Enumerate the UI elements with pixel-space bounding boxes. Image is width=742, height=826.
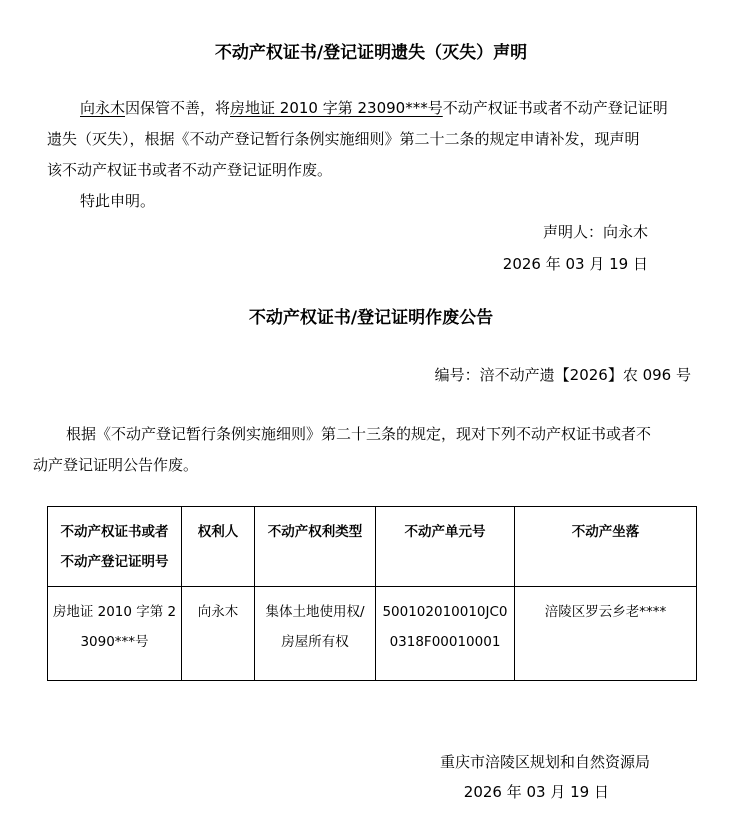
header-right-type: 不动产权利类型 <box>255 507 376 587</box>
cell-holder: 向永木 <box>182 587 255 681</box>
declaration-line-1 <box>80 92 668 124</box>
notice-line-2: 动产登记证明公告作废。 <box>33 456 199 474</box>
declaration-line-3: 该不动产权证书或者不动产登记证明作废。 <box>47 161 333 179</box>
notice-number: 编号：涪不动产遗【2026】农 096 号 <box>434 366 691 384</box>
declaration-special: 特此申明。 <box>80 192 156 210</box>
header-cert-number <box>48 507 182 587</box>
cell-location: 涪陵区罗云乡老**** <box>515 587 697 681</box>
notice-line-1: 根据《不动产登记暂行条例实施细则》第二十三条的规定，现对下列不动产权证书或者不 <box>66 425 652 443</box>
declaration-date: 2026 年 03 月 19 日 <box>502 255 648 273</box>
cell-right-type <box>255 587 376 681</box>
notice-title: 不动产权证书/登记证明作废公告 <box>248 308 494 328</box>
cell-right-type-line-2: 房屋所有权 <box>281 634 349 651</box>
certificate-number: 房地证 2010 字第 23090***号 <box>230 99 443 117</box>
header-cert-line-1: 不动产权证书或者 <box>60 524 169 540</box>
header-cert-line-2: 不动产登记证明号 <box>60 554 169 570</box>
cell-cert-number <box>48 587 182 681</box>
footer-date: 2026 年 03 月 19 日 <box>463 783 609 801</box>
declaration-line-2: 遗失（灭失），根据《不动产登记暂行条例实施细则》第二十二条的规定申请补发，现声明 <box>47 130 640 148</box>
header-unit-number: 不动产单元号 <box>376 507 515 587</box>
header-holder: 权利人 <box>182 507 255 587</box>
declaration-text-b: 不动产权证书或者不动产登记证明 <box>442 99 668 117</box>
issuing-authority: 重庆市涪陵区规划和自然资源局 <box>439 753 650 771</box>
cell-unit-line-2: 0318F00010001 <box>389 634 501 651</box>
voided-certificate-table <box>47 506 697 681</box>
cell-unit-number <box>376 587 515 681</box>
cell-cert-line-1: 房地证 2010 字第 2 <box>52 604 177 621</box>
declaration-title: 不动产权证书/登记证明遗失（灭失）声明 <box>214 43 528 63</box>
declarant-signature: 声明人：向永木 <box>542 223 648 241</box>
declaration-text-a: 因保管不善，将 <box>125 99 231 117</box>
cell-cert-line-2: 3090***号 <box>80 634 149 651</box>
declarant-name: 向永木 <box>80 99 126 117</box>
cell-unit-line-1: 500102010010JC0 <box>382 604 508 621</box>
header-location: 不动产坐落 <box>515 507 697 587</box>
cell-right-type-line-1: 集体土地使用权/ <box>265 604 365 621</box>
table-header-row <box>48 507 697 587</box>
table-row <box>48 587 697 681</box>
